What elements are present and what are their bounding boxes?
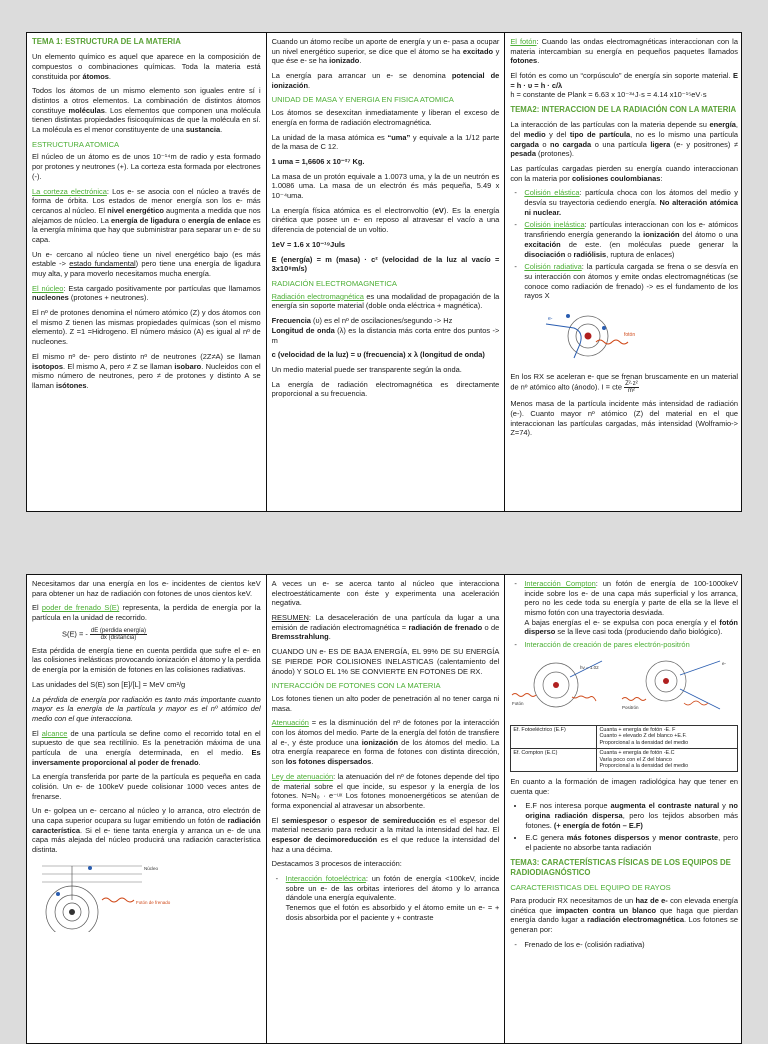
paragraph: Cuando un átomo recibe un aporte de energía y un e- pasa a ocupar un nivel energético superior, se dice que el átomo se ha excitado y que ése e- se ha ionizado. xyxy=(271,37,500,66)
paragraph: El poder de frenado S(E) representa, la perdida de energía por la partícula en la unidad de recorrido. xyxy=(32,603,261,623)
paragraph: Ley de atenuación: la atenuación del nº de fotones depende del tipo de material sobre el que incide, su espesor y la energía de los fotones. N=N₀ · e⁻ᵘˣ Los fotones monoenergéticos se atenúan de forma exponencial al atravesar un absorbente. xyxy=(271,771,500,810)
document-page-1 xyxy=(26,32,742,512)
collision-list xyxy=(510,188,738,301)
radiative-collision-diagram xyxy=(510,306,738,367)
subheading: ESTRUCTURA ATOMICA xyxy=(32,139,120,149)
atom-shells-icon xyxy=(32,860,182,932)
list-item: - Frenado de los e- (colisión radiativa) xyxy=(524,940,738,950)
paragraph: Todos los átomos de un mismo elemento son iguales entre sí i distintos a otros elementos. La combinación de distintos átomos constituye moléculas. Los elementos que componen una molécula tienen distintas propiedades fisicoquímicas de que la molécula en sí. La molécula es el menor constituyente de una sustancia. xyxy=(32,86,261,134)
electron-label: e- xyxy=(722,660,727,666)
document-page-2 xyxy=(26,574,742,1044)
paragraph: Los fotones tienen un alto poder de penetración al no tener carga ni masa. xyxy=(271,694,500,713)
list-item: - Colisión radiativa: la partícula cargada se frena o se desvía en su interacción con átomos y emite ondas electromagnéticas (se conoce como radiación de frenado) -> es el fundamento de los rayos X xyxy=(524,262,738,301)
paragraph: Menos masa de la partícula incidente más intensidad de radiación (e-). Cuanto mayor nº atómico (Z) del material en el que interaccionan las partículas cargadas, más intensidad (Wolframio-> Z=74). xyxy=(510,399,738,438)
section-title: TEMA3: CARACTERÍSTICAS FÍSICAS DE LOS EQUIPOS DE RADIODIAGNÓSTICO xyxy=(510,857,731,877)
paragraph: Los átomos se desexcitan inmediatamente y liberan el exceso de energía en forma de radiación electromagnética. xyxy=(271,108,500,127)
paragraph: En cuanto a la formación de imagen radiológica hay que tener en cuenta que: xyxy=(510,777,738,796)
energy-label: hν = 1.02 xyxy=(580,664,599,670)
paragraph: La energía física atómica es el electronvoltio (eV). Es la energía cinética que posee un e- en reposo al atravesar el vacío a una diferencia de potencial de un voltio. xyxy=(271,205,500,235)
imaging-list xyxy=(510,801,738,852)
formula-stopping-power: S(E) = - $\frac{\text{dE (perdida energía)}}{\text{dx (distancia)}}$ xyxy=(62,627,146,641)
page1-column-3 xyxy=(504,33,743,511)
paragraph: A veces un e- se acerca tanto al núcleo que interacciona electroestáticamente con éste y experimenta una aceleración negativa. xyxy=(271,579,500,608)
paragraph: Un medio material puede ser transparente según la onda. xyxy=(271,364,462,374)
paragraph: La energía de radiación electromagnética es directamente proporcional a su frecuencia. xyxy=(271,379,500,399)
photon-label: Fotón xyxy=(512,700,524,706)
table-row xyxy=(511,725,738,748)
paragraph: Un e- cercano al núcleo tiene un nivel energético bajo (es más estable -> estado fundamental) pero tiene una energía de ligadura muy alta, y para moverlo necesitamos mucha energía. xyxy=(32,249,261,279)
paragraph: La unidad de la masa atómica es “uma” y equivale a la 1/12 parte de la masa de C 12. xyxy=(271,132,500,152)
paragraph: El fotón: Cuando las ondas electromagnéticas interaccionan con la materia intercambian su energía en pequeños paquetes llamados fotones. xyxy=(510,37,738,66)
paragraph: La pérdida de energía por radiación es tanto más importante cuanto mayor es la energía de la partícula y mayor es el nº atómico del medio con el que interacciona. xyxy=(32,694,261,723)
table-cell: Cuanta + energía de fotón -E. F Cuanto + elevado Z del blanco +E.F. Proporcional a la densidad del medio xyxy=(597,725,738,748)
paragraph: El mismo nº de- pero distinto nº de neutrones (2Z≠A) se llaman isotopos. El mismo A, pero ≠ Z se llaman isobaro. Nucleidos con el mismo número de neutrones, pero ≠ de protones y distinto A se llaman isótones. xyxy=(32,351,261,390)
characteristic-radiation-diagram xyxy=(32,860,261,935)
paragraph: La masa de un protón equivale a 1.0073 uma, y la de un neutrón es 1.0086 uma. La masa de un electrón és más pequeña, 5.49 x 10⁻⁴uma. xyxy=(271,171,500,201)
interaction-list xyxy=(510,579,738,650)
table-cell: Ef. Fotoeléctrico (E.F) xyxy=(511,725,597,748)
paragraph: Necesitamos dar una energía en los e- incidentes de cientos keV para obtener un haz de radiación con fotones de unos cientos keV. xyxy=(32,579,261,598)
paragraph: El núcleo de un átomo es de unos 10⁻¹⁴m de radio y esta formado por protones y neutrones (+). La corteza esta formada por electrones (-). xyxy=(32,152,261,181)
compton-pair-diagram xyxy=(510,655,738,720)
paragraph: En los RX se aceleran e- que se frenan bruscamente en un material de nº atómico alto (ánodo). I = cte $\frac{\text{Z²·z²}}{\text{m²}}$ xyxy=(510,371,738,395)
page2-column-2 xyxy=(266,575,505,1043)
page2-column-1 xyxy=(27,575,266,1043)
page2-column-3 xyxy=(504,575,743,1043)
table-cell: Ef. Compton (E.C) xyxy=(511,748,597,771)
paragraph: Las unidades del S(E) son [E]/[L] = MeV cm²/g xyxy=(32,679,186,689)
subheading: RADIACIÓN ELECTROMAGNETICA xyxy=(271,278,397,288)
section-title: TEMA2: INTERACCION DE LA RADIACIÓN CON LA MATERIA xyxy=(510,105,737,115)
paragraph: El núcleo: Esta cargado positivamente por partículas que llamamos nucleones (protones + neutrones). xyxy=(32,283,261,303)
subheading: UNIDAD DE MASA Y ENERGIA EN FISICA ATOMICA xyxy=(271,95,454,105)
subheading: CARACTERISTICAS DEL EQUIPO DE RAYOS xyxy=(510,883,671,893)
intensity-fraction: $\frac{\text{Z²·z²}}{\text{m²}}$ xyxy=(625,381,638,395)
paragraph: Radiación electromagnética es una modalidad de propagación de la energía sin soporte material (doble onda eléctrica + magnética). xyxy=(271,291,500,311)
list-item: - Colisión elástica: partícula choca con los átomos del medio y desvía su trayectoria cediendo energía. No alteración atómica ni nuclear. xyxy=(524,188,738,217)
section-title: TEMA 1: ESTRUCTURA DE LA MATERIA xyxy=(32,37,181,46)
paragraph: Destacamos 3 procesos de interacción: xyxy=(271,859,402,869)
table-cell: Cuanta + energía de fotón -E.C Varía poco con el Z del blanco Proporcional a la densidad del medio xyxy=(597,748,738,771)
list-item: - Interacción Compton: un fotón de energía de 100-1000keV incide sobre los e- de una capa más superficial y los arranca, pero no les cede toda su energía y parte de ella se la lleve el mismo fotón con una trayectoria desviada. A bajas energías el e- se expulsa con poca energía y el fotón disperso se la lleve casi toda (produciendo daño biológico). xyxy=(524,579,738,637)
paragraph: Para producir RX necesitamos de un haz de e- con elevada energía cinética que impacten contra un blanco que haga que pierdan energía dando lugar a radiación electromagnética. Los fotones se generan por: xyxy=(510,895,738,934)
paragraph: La energía transferida por parte de la partícula es pequeña en cada colisión. Un e- de 100keV puede colisionar 1000 veces antes de frenarse. xyxy=(32,772,261,801)
table-row xyxy=(511,748,738,771)
paragraph: Las partículas cargadas pierden su energía cuando interaccionan con la materia por colisiones coulombianas: xyxy=(510,164,738,183)
list-item: - Colisión inelástica: partículas interaccionan con los e- atómicos transfiriendo energía generando la ionización del átomo o una excitación de este. (en moléculas puede generar la disociación o radiólisis, ruptura de enlaces) xyxy=(524,220,738,259)
paragraph: El semiespesor o espesor de semireducción es el espesor del material necesario para reducir a la mitad la intensidad del haz. El espesor de decimoreducción es el que reduce la intensidad del haz a una décima. xyxy=(271,815,500,854)
paragraph: Atenuación = es la disminución del nº de fotones por la interacción con los átomos del medio. Parte de la energía del fotón de transfiere al e-, y éste produce una ionización de los átomos del medio. La otra energía reaparece en forma de fotones con distinta dirección, son los fotones dispersados. xyxy=(271,718,500,767)
page1-column-1 xyxy=(27,33,266,511)
paragraph: Un e- golpea un e- cercano al núcleo y lo arranca, otro electrón de una capa superior ocupara su lugar emitiendo un fotón de radiación característica. Si el e- tiene tanta energía y arranca un e- de una capa más alejada del núcleo producirá una radiación característica distinta. xyxy=(32,806,261,855)
nucleus-label: Núcleo xyxy=(144,865,159,871)
interaction-diagram-icon xyxy=(510,655,736,717)
page1-column-2 xyxy=(266,33,505,511)
photon-label: fotón xyxy=(624,331,636,338)
electron-label: e- xyxy=(548,315,553,322)
paragraph: La corteza electrónica: Los e- se asocia con el núcleo a través de forma de órbita. Los estados de menor energía son los e- más cercanos al núcleo. El nivel energético augmenta a medida que nos alejamos de núcleo. La energía de ligadura o energía de enlace es la energía mínima que hay que subministrar para separar un e- de su capa. xyxy=(32,186,261,244)
list-item: - Interacción fotoeléctrica: un fotón de energía <100keV, incide sobre un e- de las orbitas interiores del átomo y lo arranca dándole una energía equivalente. Tenemos que el fotón es absorbido y el átomo emite un e- = + dosis absorbida por el paciente y + contraste xyxy=(286,874,500,922)
list-item: • E.C genera más fotones dispersos y menor contraste, pero el paciente no absorbe tanta radiación xyxy=(525,833,738,852)
generation-list xyxy=(510,940,738,950)
formula-ev: 1eV = 1.6 x 10⁻¹⁹Juls xyxy=(271,239,346,249)
atom-deflection-icon xyxy=(544,306,664,364)
list-item: - Interacción de creación de pares electrón-positrón xyxy=(524,640,738,650)
photon-label: Fotón de frenado xyxy=(136,899,171,905)
paragraph: La interacción de las partículas con la materia depende su energía, del medio y del tipo de partícula, no es lo mismo una partícula cargada o no cargada o una partícula ligera (e- y positrones) ≠ pesada (protones). xyxy=(510,120,738,159)
paragraph: La energía para arrancar un e- se denomina potencial de ionización. xyxy=(271,71,500,90)
paragraph: RESUMEN: La desaceleración de una partícula da lugar a una emisión de radiación electromagnética = radiación de frenado o de Bremsstrahlung. xyxy=(271,613,500,642)
formula-light-speed: c (velocidad de la luz) = υ (frecuencia) x λ (longitud de onda) xyxy=(271,350,485,360)
paragraph: CUANDO UN e- ES DE BAJA ENERGÍA, EL 99% DE SU ENERGÍA SE PIERDE POR COLISIONES INELASTICAS (calentamiento del ánodo) Y SOLO EL 1% SE CONVIERTE EN FOTONES DE RX. xyxy=(271,647,500,676)
list-item: • E.F nos interesa porque augmenta el contraste natural y no origina radiación dispersa, pero los tejidos absorben más fotones. (+ energía de fotón – E.F) xyxy=(525,801,738,830)
paragraph: El fotón es como un “corpúsculo” de energía sin soporte material. E = h · υ = h · c/λ h = constante de Plank = 6.63 x 10⁻³⁴J·s = 4.14 x10⁻¹⁵eV·s xyxy=(510,71,738,100)
paragraph: El nº de protones denomina el número atómico (Z) y dos átomos con el mismo Z tienen las mismas propiedades químicas (son el mismo elemento). Z =1 =Hidrogeno. El número másico (A) es igual al nº de nucleones. xyxy=(32,308,261,347)
paragraph: Esta pérdida de energía tiene en cuenta perdida que sufre el e- en las colisiones inelásticas provocando ionización el átomo y la perdida de energía por la emisión de fotones en las colisiones radiativas. xyxy=(32,645,261,675)
positron-label: Positrón xyxy=(622,704,639,710)
interaction-list xyxy=(272,874,500,922)
paragraph: Frecuencia (υ) es el nº de oscilaciones/segundo -> Hz Longitud de onda (λ) es la distancia más corta entre dos puntos -> m xyxy=(271,316,500,345)
subheading: INTERACCIÓN DE FOTONES CON LA MATERIA xyxy=(271,681,441,691)
formula-energy: E (energía) = m (masa) · c² (velocidad de la luz al vacío = 3x10⁸m/s) xyxy=(271,254,500,274)
interaction-comparison-table xyxy=(510,725,738,773)
formula-uma: 1 uma = 1,6606 x 10⁻²⁷ Kg. xyxy=(271,157,365,167)
paragraph: Un elemento químico es aquel que aparece en la composición de compuestos o combinaciones químicas. Toda la materia está constituida por átomos. xyxy=(32,52,261,81)
paragraph: El alcance de una partícula se define como el recorrido total en el supuesto de que sea rectilínio. Es la penetración máxima de una partícula de una energía determinada, en el medio. Es inversamente proporcional al poder de frenado. xyxy=(32,728,261,767)
